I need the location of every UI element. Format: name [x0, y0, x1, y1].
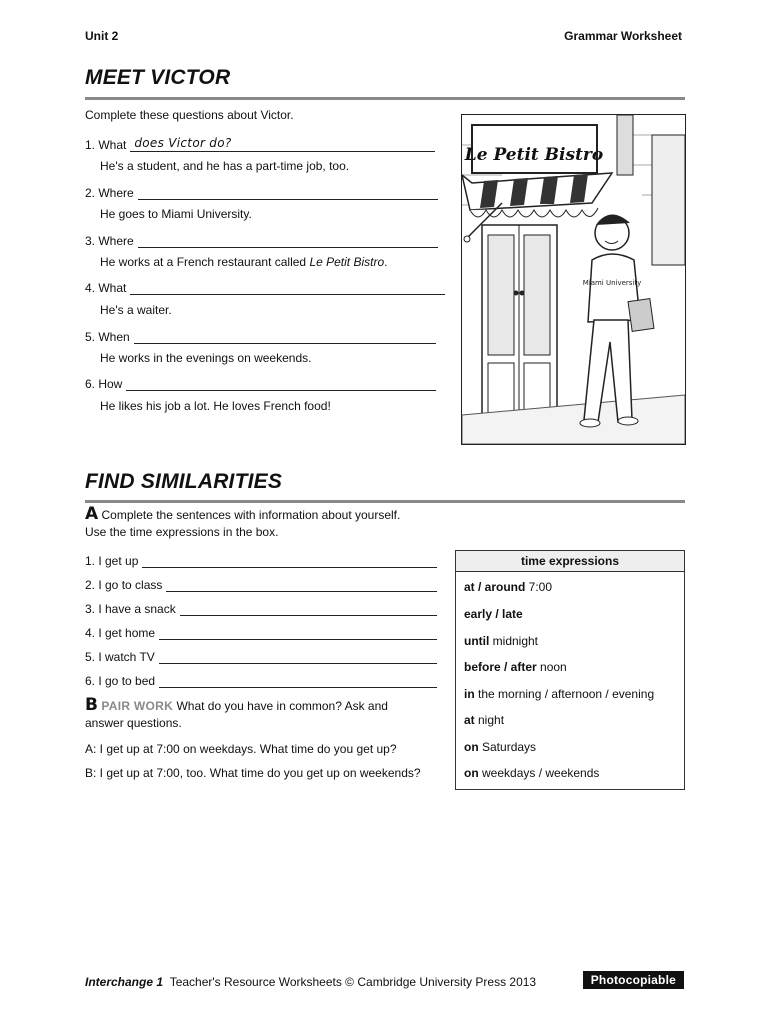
- part-a-item-3: 3. I have a snack: [85, 598, 437, 616]
- section-divider: [85, 97, 685, 100]
- photocopiable-badge: Photocopiable: [583, 973, 684, 987]
- question-5: [85, 326, 436, 344]
- question-prompt: 3. Where: [85, 234, 134, 248]
- question-prompt: 6. How: [85, 377, 123, 391]
- question-4: [85, 277, 445, 295]
- part-a-letter: A: [85, 504, 99, 524]
- part-a-item-6: 6. I go to bed: [85, 670, 437, 688]
- question-prompt: 2. Where: [85, 186, 134, 200]
- answer-blank[interactable]: [180, 600, 437, 616]
- instruction-meet-victor: Complete these questions about Victor.: [85, 108, 294, 122]
- time-expression-row: early / late: [464, 607, 523, 621]
- part-a-instruction: A Complete the sentences with information about yourself. Use the time expressions in the box.: [85, 504, 401, 539]
- answer-blank[interactable]: [159, 672, 437, 688]
- section-title-meet-victor: MEET VICTOR: [85, 66, 231, 89]
- answer-statement: He goes to Miami University.: [100, 207, 252, 221]
- time-expression-row: at night: [464, 713, 505, 727]
- time-expression-row: in the morning / afternoon / evening: [464, 687, 655, 701]
- illustration-bistro: [461, 114, 686, 445]
- time-expressions-box: [455, 550, 685, 790]
- bistro-sign-text: Le Petit Bistro: [464, 145, 604, 165]
- answer-blank[interactable]: [142, 552, 437, 568]
- question-1: [85, 134, 435, 152]
- question-prompt: 5. When: [85, 330, 130, 344]
- answer-statement: He works at a French restaurant called Le Petit Bistro.: [100, 255, 388, 269]
- footer-credit: Interchange 1 Teacher's Resource Worksheets © Cambridge University Press 2013: [85, 975, 537, 989]
- answer-blank[interactable]: [166, 576, 437, 592]
- part-b-letter: B: [85, 695, 98, 715]
- question-2: [85, 182, 438, 200]
- pair-work-label: PAIR WORK: [101, 699, 174, 713]
- answer-blank[interactable]: [138, 232, 438, 248]
- series-name: Interchange 1: [85, 975, 164, 989]
- answer-statement: He's a waiter.: [100, 303, 172, 317]
- time-expression-row: on weekdays / weekends: [464, 766, 600, 780]
- dialogue-line-a: A: I get up at 7:00 on weekdays. What time do you get up?: [85, 742, 397, 756]
- part-b-instruction: B PAIR WORK What do you have in common? Ask and answer questions.: [85, 695, 388, 730]
- section-divider: [85, 500, 685, 503]
- dialogue-line-b: B: I get up at 7:00, too. What time do you get up on weekends?: [85, 766, 421, 780]
- section-title-find-similarities: FIND SIMILARITIES: [85, 470, 283, 493]
- restaurant-name: Le Petit Bistro: [309, 255, 385, 269]
- worksheet-label: Grammar Worksheet: [564, 29, 682, 43]
- part-a-item-4: 4. I get home: [85, 622, 437, 640]
- answer-statement: He's a student, and he has a part-time job, too.: [100, 159, 350, 173]
- question-6: [85, 373, 436, 391]
- handwritten-answer: does Victor do?: [134, 136, 232, 150]
- question-prompt: 4. What: [85, 281, 127, 295]
- question-3: [85, 230, 438, 248]
- time-expression-row: until midnight: [464, 634, 539, 648]
- time-expression-row: at / around 7:00: [464, 580, 553, 594]
- answer-blank[interactable]: [159, 624, 437, 640]
- part-a-item-1: 1. I get up: [85, 550, 437, 568]
- answer-blank[interactable]: [126, 375, 436, 391]
- answer-blank[interactable]: [130, 279, 445, 295]
- answer-blank[interactable]: [130, 136, 435, 152]
- answer-blank[interactable]: [138, 184, 438, 200]
- answer-statement: He likes his job a lot. He loves French food!: [100, 399, 331, 413]
- part-a-item-5: 5. I watch TV: [85, 646, 437, 664]
- part-a-item-2: 2. I go to class: [85, 574, 437, 592]
- question-prompt: 1. What: [85, 138, 127, 152]
- time-expressions-heading: time expressions: [456, 551, 684, 572]
- answer-statement: He works in the evenings on weekends.: [100, 351, 312, 365]
- shirt-text: Miami University: [582, 279, 642, 287]
- time-expression-row: on Saturdays: [464, 740, 537, 754]
- answer-blank[interactable]: [134, 328, 436, 344]
- time-expression-row: before / after noon: [464, 660, 567, 674]
- answer-blank[interactable]: [159, 648, 437, 664]
- unit-label: Unit 2: [85, 29, 119, 43]
